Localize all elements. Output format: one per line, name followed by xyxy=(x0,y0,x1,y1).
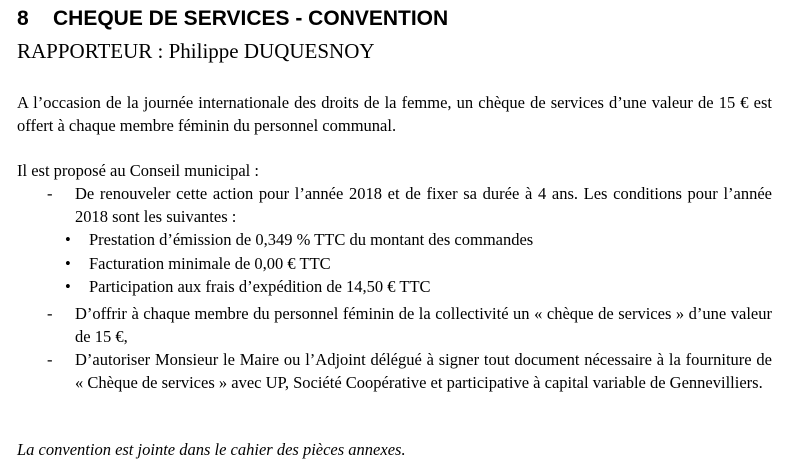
condition-item xyxy=(61,228,772,252)
section-heading xyxy=(17,6,448,32)
condition-text: Prestation d’émission de 0,349 % TTC du montant des commandes xyxy=(89,230,534,249)
rapporteur-line: RAPPORTEUR : Philippe DUQUESNOY xyxy=(17,39,375,63)
proposal-item-text: D’autoriser Monsieur le Maire ou l’Adjoint délégué à signer tout document nécessaire à la fourniture de « Chèque de services » avec UP, Société Coopérative et participative à capital variable de Gennevilliers. xyxy=(75,350,772,392)
condition-text: Facturation minimale de 0,00 € TTC xyxy=(89,253,331,273)
dash-marker: - xyxy=(47,304,53,323)
condition-text: Participation aux frais d’expédition de 14,50 € TTC xyxy=(89,277,431,296)
dash-marker: - xyxy=(47,350,53,369)
section-number: 8 xyxy=(17,7,29,30)
proposal-item-3 xyxy=(17,348,772,394)
condition-item xyxy=(61,275,772,299)
proposal-item-1 xyxy=(17,182,772,299)
bullet-marker: • xyxy=(65,230,71,249)
bullet-marker: • xyxy=(65,253,71,273)
proposal-item-text: De renouveler cette action pour l’année 2018 et de fixer sa durée à 4 ans. Les conditions pour l’année 2018 sont les suivantes : xyxy=(75,184,772,226)
proposal-intro: Il est proposé au Conseil municipal : xyxy=(17,161,259,180)
condition-item xyxy=(61,252,772,276)
conditions-list xyxy=(17,228,772,299)
intro-paragraph: A l’occasion de la journée internationale des droits de la femme, un chèque de services d’une valeur de 15 € est offert à chaque membre féminin du personnel communal. xyxy=(17,93,772,135)
section-title: CHEQUE DE SERVICES - CONVENTION xyxy=(53,7,449,30)
proposal-item-2 xyxy=(17,302,772,348)
dash-marker: - xyxy=(47,184,53,203)
proposal-item-text: D’offrir à chaque membre du personnel féminin de la collectivité un « chèque de services » d’une valeur de 15 €, xyxy=(75,304,772,346)
footer-note: La convention est jointe dans le cahier des pièces annexes. xyxy=(17,440,406,459)
bullet-marker: • xyxy=(65,277,71,296)
